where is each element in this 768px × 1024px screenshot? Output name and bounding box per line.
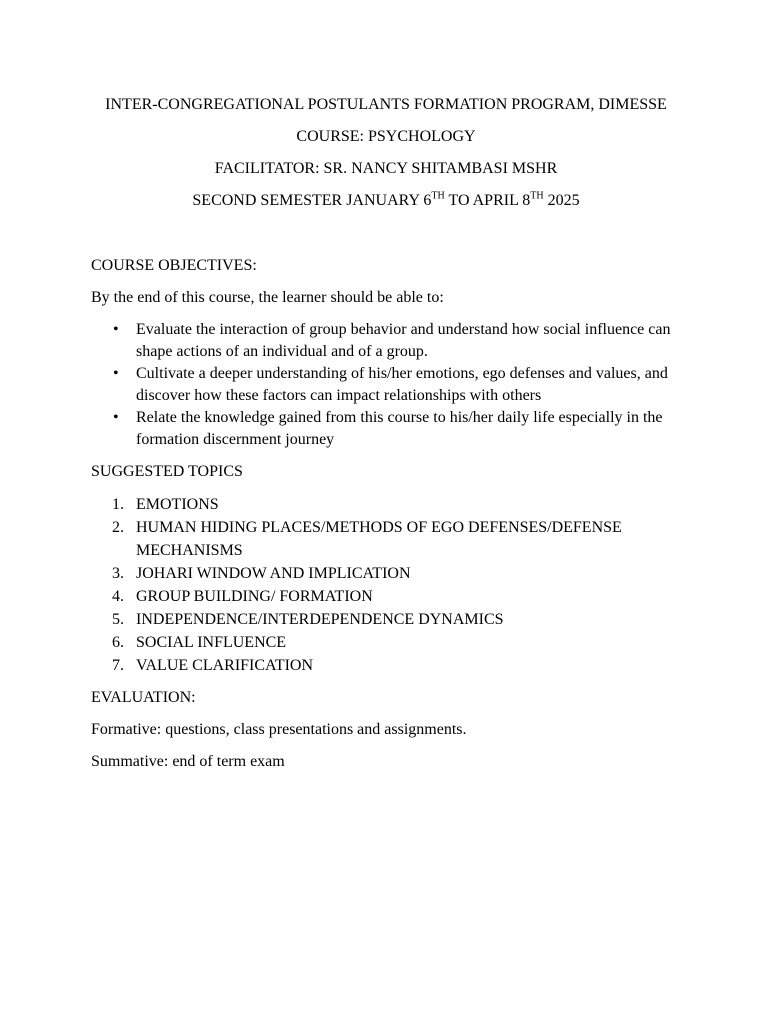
- topic-number: 6.: [112, 634, 124, 651]
- topic-text: SOCIAL INFLUENCE: [136, 634, 287, 651]
- bullet-icon: •: [113, 321, 119, 338]
- document-page: [91, 94, 681, 773]
- list-item: [91, 562, 681, 585]
- topic-text: VALUE CLARIFICATION: [136, 657, 314, 674]
- document-title: INTER-CONGREGATIONAL POSTULANTS FORMATION PROGRAM, DIMESSE: [105, 96, 667, 113]
- list-item: [91, 631, 681, 654]
- evaluation-heading: EVALUATION:: [91, 689, 196, 706]
- course-line: COURSE: PSYCHOLOGY: [296, 128, 476, 145]
- topic-number: 7.: [112, 657, 124, 674]
- objectives-heading: COURSE OBJECTIVES:: [91, 257, 257, 274]
- semester-text-part3: 2025: [543, 192, 580, 209]
- objectives-intro: By the end of this course, the learner should be able to:: [91, 289, 444, 306]
- topic-text: EMOTIONS: [136, 496, 219, 513]
- topics-list: [91, 493, 681, 677]
- bullet-icon: •: [113, 365, 119, 382]
- topic-number: 3.: [112, 565, 124, 582]
- list-item: [91, 407, 681, 451]
- objective-text: Evaluate the interaction of group behavior and understand how social influence can shape actions of an individual and of a group.: [136, 321, 671, 360]
- list-item: [91, 363, 681, 407]
- list-item: [91, 585, 681, 608]
- evaluation-formative: Formative: questions, class presentations and assignments.: [91, 721, 467, 738]
- facilitator-line: FACILITATOR: SR. NANCY SHITAMBASI MSHR: [214, 160, 558, 177]
- semester-line: [91, 190, 681, 212]
- list-item: [91, 654, 681, 677]
- topic-text: HUMAN HIDING PLACES/METHODS OF EGO DEFENSES/DEFENSE MECHANISMS: [136, 519, 622, 559]
- evaluation-summative: Summative: end of term exam: [91, 753, 285, 770]
- topic-number: 2.: [112, 519, 124, 536]
- semester-text-part1: SECOND SEMESTER JANUARY 6: [192, 192, 432, 209]
- objectives-list: [91, 319, 681, 451]
- topic-number: 4.: [112, 588, 124, 605]
- semester-sup-1: TH: [431, 190, 445, 202]
- bullet-icon: •: [113, 409, 119, 426]
- list-item: [91, 608, 681, 631]
- objective-text: Cultivate a deeper understanding of his/her emotions, ego defenses and values, and discover how these factors can impact relationships with others: [136, 365, 668, 404]
- topic-text: JOHARI WINDOW AND IMPLICATION: [136, 565, 411, 582]
- list-item: [91, 319, 681, 363]
- list-item: [91, 493, 681, 516]
- list-item: [91, 516, 681, 562]
- semester-text-part2: TO APRIL 8: [444, 192, 531, 209]
- topic-text: INDEPENDENCE/INTERDEPENDENCE DYNAMICS: [136, 611, 504, 628]
- topic-number: 1.: [112, 496, 124, 513]
- topics-heading: SUGGESTED TOPICS: [91, 463, 243, 480]
- objective-text: Relate the knowledge gained from this course to his/her daily life especially in the formation discernment journey: [136, 409, 663, 448]
- topic-text: GROUP BUILDING/ FORMATION: [136, 588, 373, 605]
- topic-number: 5.: [112, 611, 124, 628]
- semester-sup-2: TH: [530, 190, 544, 202]
